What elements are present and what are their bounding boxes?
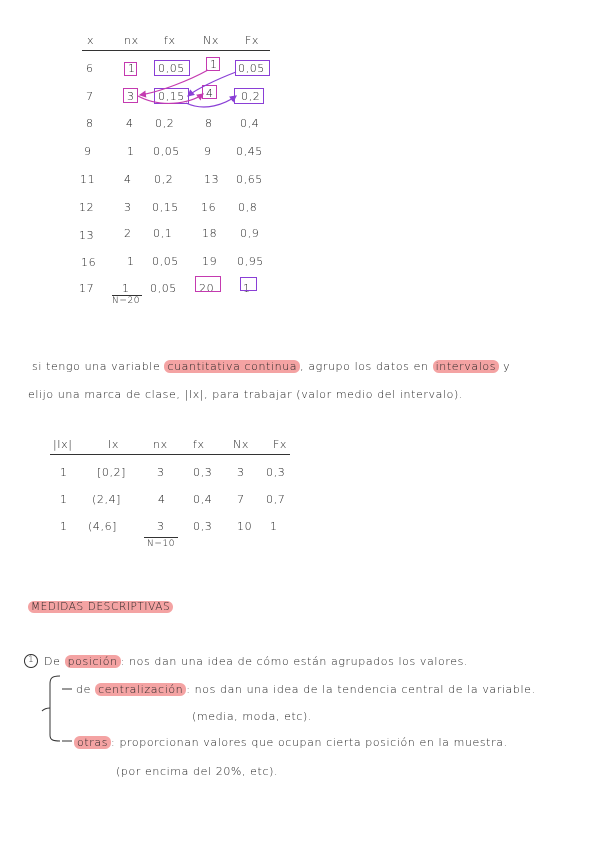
table-cell: 0,95 [237, 255, 264, 268]
table-cell: 2 [124, 227, 132, 240]
table-cell: 3 [157, 466, 165, 479]
table-cell: 3 [157, 520, 165, 533]
table-cell: 0,2 [155, 117, 175, 130]
table-cell: 9 [84, 145, 92, 158]
table-cell: 12 [79, 201, 95, 214]
sub-item-centralizacion [76, 683, 536, 696]
table-cell: [0,2] [97, 466, 127, 479]
table-cell: 0,2 [241, 90, 261, 103]
table-cell: 3 [124, 201, 132, 214]
table-cell: 0,1 [153, 227, 173, 240]
table-cell: 1 [127, 145, 135, 158]
table-cell: 4 [206, 87, 214, 100]
table-cell: 0,15 [152, 201, 179, 214]
highlight-term: posición [65, 655, 121, 668]
table-cell: 4 [126, 117, 134, 130]
table2-header: Ix [108, 438, 119, 451]
paragraph-text: , agrupo los datos en [300, 360, 429, 373]
table-cell: 13 [79, 229, 95, 242]
table-cell: 0,4 [193, 493, 213, 506]
table2-header: |Ix| [53, 438, 73, 451]
table-cell: 1 [127, 255, 135, 268]
table-cell: 4 [124, 173, 132, 186]
table-cell: (2,4] [92, 493, 122, 506]
table-cell: 1 [243, 282, 251, 295]
table-cell: 8 [205, 117, 213, 130]
table-cell: 0,3 [193, 466, 213, 479]
table-cell: 1 [122, 282, 130, 295]
table-cell: 20 [199, 282, 215, 295]
item-text: De [44, 655, 61, 668]
sub-item-note: (por encima del 20%, etc). [116, 765, 279, 778]
highlight-term: cuantitativa continua [164, 360, 300, 373]
table-cell: 0,9 [240, 227, 260, 240]
table-cell: 0,15 [158, 90, 185, 103]
table2-header: fx [193, 438, 205, 451]
table-cell: 1 [270, 520, 278, 533]
sub-item-note: (media, moda, etc). [192, 710, 313, 723]
table-cell: 3 [127, 90, 135, 103]
paragraph-text: y [503, 360, 511, 373]
table-cell: 0,4 [240, 117, 260, 130]
table2-header: Nx [233, 438, 249, 451]
table-cell: 0,3 [266, 466, 286, 479]
table-cell: 0,65 [236, 173, 263, 186]
item-text: : nos dan una idea de la tendencia central de la variable. [186, 683, 536, 696]
table-cell: (4,6] [88, 520, 118, 533]
table-cell: 10 [237, 520, 253, 533]
item-text: : proporcionan valores que ocupan cierta posición en la muestra. [111, 736, 508, 749]
table-cell: 9 [204, 145, 212, 158]
table1-header-Nx: Nx [203, 34, 219, 47]
table-cell: 0,45 [236, 145, 263, 158]
table1-header-fx: fx [164, 34, 176, 47]
sub-item-otras [74, 736, 508, 749]
table-cell: 0,3 [193, 520, 213, 533]
table-cell: 0,7 [266, 493, 286, 506]
table-cell: 8 [86, 117, 94, 130]
table1-total: N=20 [112, 296, 141, 306]
table-cell: 1 [60, 520, 68, 533]
table-cell: 18 [202, 227, 218, 240]
table-cell: 6 [86, 62, 94, 75]
item-text: : nos dan una idea de cómo están agrupados los valores. [120, 655, 469, 668]
table-cell: 4 [158, 493, 166, 506]
table-cell: 0,2 [154, 173, 174, 186]
item-position [44, 655, 468, 668]
table-cell: 19 [202, 255, 218, 268]
table-cell: 7 [86, 90, 94, 103]
item-number: 1 [28, 655, 35, 665]
highlight-term: intervalos [433, 360, 499, 373]
table-cell: 1 [60, 466, 68, 479]
highlight-term: otras [74, 736, 111, 749]
table-cell: 0,8 [238, 201, 258, 214]
paragraph-text: si tengo una variable [32, 360, 161, 373]
table-cell: 0,05 [158, 62, 185, 75]
table-cell: 16 [81, 256, 97, 269]
table1-header-nx: nx [124, 34, 139, 47]
table2-header: Fx [273, 438, 288, 451]
table-cell: 11 [80, 173, 96, 186]
table-cell: 1 [60, 493, 68, 506]
table-cell: 13 [204, 173, 220, 186]
table-cell: 0,05 [238, 62, 265, 75]
paragraph-line-2: elijo una marca de clase, |Ix|, para trabajar (valor medio del intervalo). [28, 388, 463, 401]
table-cell: 7 [237, 493, 245, 506]
highlight-term: centralización [95, 683, 186, 696]
table-cell: 0,05 [152, 255, 179, 268]
table-cell: 3 [237, 466, 245, 479]
table-cell: 0,05 [150, 282, 177, 295]
item-text: de [76, 683, 91, 696]
table-cell: 17 [79, 282, 95, 295]
table-cell: 1 [128, 62, 136, 75]
table-cell: 1 [210, 58, 218, 71]
table-cell: 16 [201, 201, 217, 214]
table-cell: 0,05 [153, 145, 180, 158]
section-title-text: MEDIDAS DESCRIPTIVAS [28, 601, 173, 613]
table2-total: N=10 [147, 539, 176, 549]
table1-header-Fx: Fx [245, 34, 260, 47]
table1-header-x: x [87, 34, 95, 47]
table2-header: nx [153, 438, 168, 451]
